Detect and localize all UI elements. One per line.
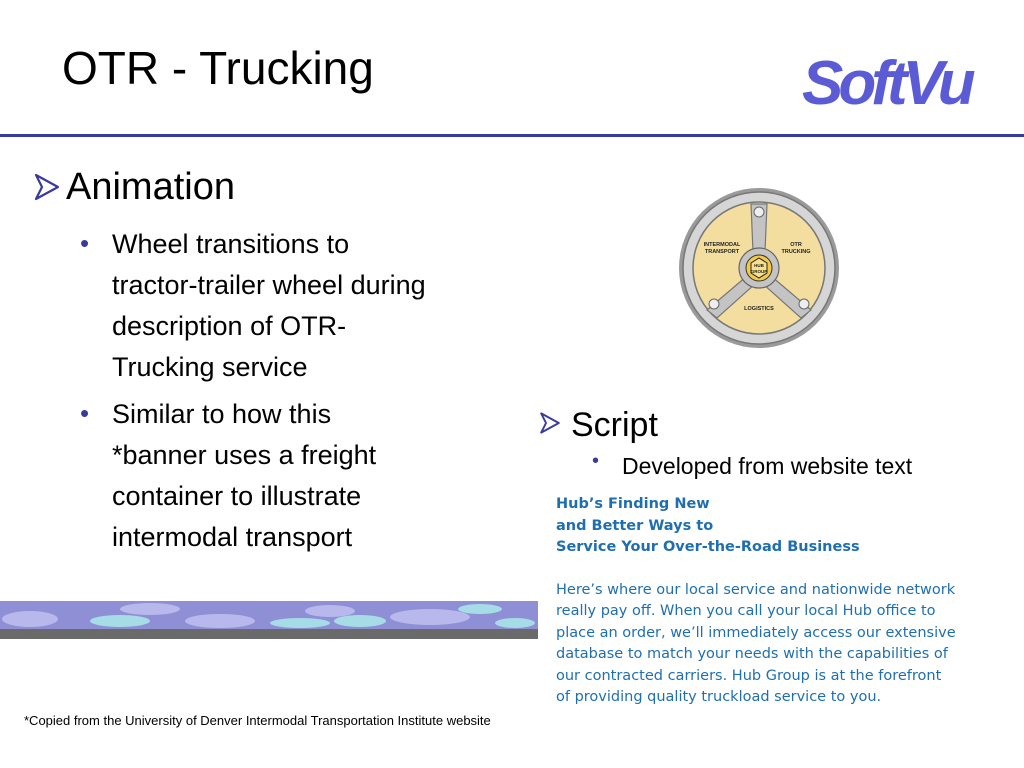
bullet-line: container to illustrate: [112, 481, 362, 511]
bullet-line: Similar to how this: [112, 399, 332, 429]
bullet-line: Wheel transitions to: [112, 229, 350, 259]
wheel-label-intermodal: INTERMODAL: [703, 242, 741, 248]
bullet-line: intermodal transport: [112, 522, 353, 552]
softvu-logo: [800, 48, 990, 114]
bullet-line: tractor-trailer wheel during: [112, 270, 426, 300]
excerpt-heading-line: and Better Ways to: [556, 517, 714, 534]
bullet-dot-icon: •: [80, 228, 90, 258]
slide-title: OTR - Trucking: [62, 42, 374, 94]
wheel-hub-label: GROUP: [750, 269, 768, 274]
wheel-label-logistics: LOGISTICS: [744, 306, 774, 312]
wheel-label-transport: TRANSPORT: [704, 249, 740, 255]
title-divider: [0, 134, 1024, 137]
freight-banner-image: [0, 601, 538, 639]
bullet-dot-icon: •: [592, 450, 600, 472]
script-bullet: Developed from website text: [622, 453, 913, 479]
logo-text: SoftVu: [802, 49, 971, 114]
excerpt-body-line: of providing quality truckload service to you.: [556, 689, 882, 705]
excerpt-body-line: really pay off. When you call your local Hub office to: [556, 603, 936, 619]
animation-bullet-2: [112, 394, 376, 558]
animation-heading: Animation: [66, 166, 235, 208]
animation-bullet-1: [112, 224, 426, 388]
wheel-hub-label: HUB: [754, 263, 764, 268]
excerpt-body-line: database to match your needs with the capabilities of: [556, 646, 948, 662]
excerpt-body-line: Here’s where our local service and nationwide network: [556, 581, 956, 598]
footnote: *Copied from the University of Denver Intermodal Transportation Institute website: [24, 713, 491, 728]
arrow-bullet-icon: [538, 411, 562, 435]
script-heading: Script: [571, 406, 658, 444]
bullet-line: Trucking service: [112, 352, 308, 382]
excerpt-body-line: our contracted carriers. Hub Group is at the forefront: [556, 667, 942, 684]
arrow-bullet-icon: [32, 172, 62, 202]
wheel-label-trucking: TRUCKING: [781, 249, 811, 255]
wheel-label-otr: OTR: [790, 242, 802, 248]
excerpt-heading-line: Hub’s Finding New: [556, 496, 710, 512]
excerpt-spacer: [556, 559, 1006, 580]
excerpt-body-line: place an order, we’ll immediately access our extensive: [556, 624, 956, 641]
website-excerpt: [556, 494, 1006, 709]
bullet-line: *banner uses a freight: [112, 440, 377, 470]
bullet-line: description of OTR-: [112, 311, 347, 341]
excerpt-heading-line: Service Your Over-the-Road Business: [556, 539, 860, 555]
bullet-dot-icon: •: [80, 398, 90, 428]
service-wheel-image: [677, 186, 841, 350]
